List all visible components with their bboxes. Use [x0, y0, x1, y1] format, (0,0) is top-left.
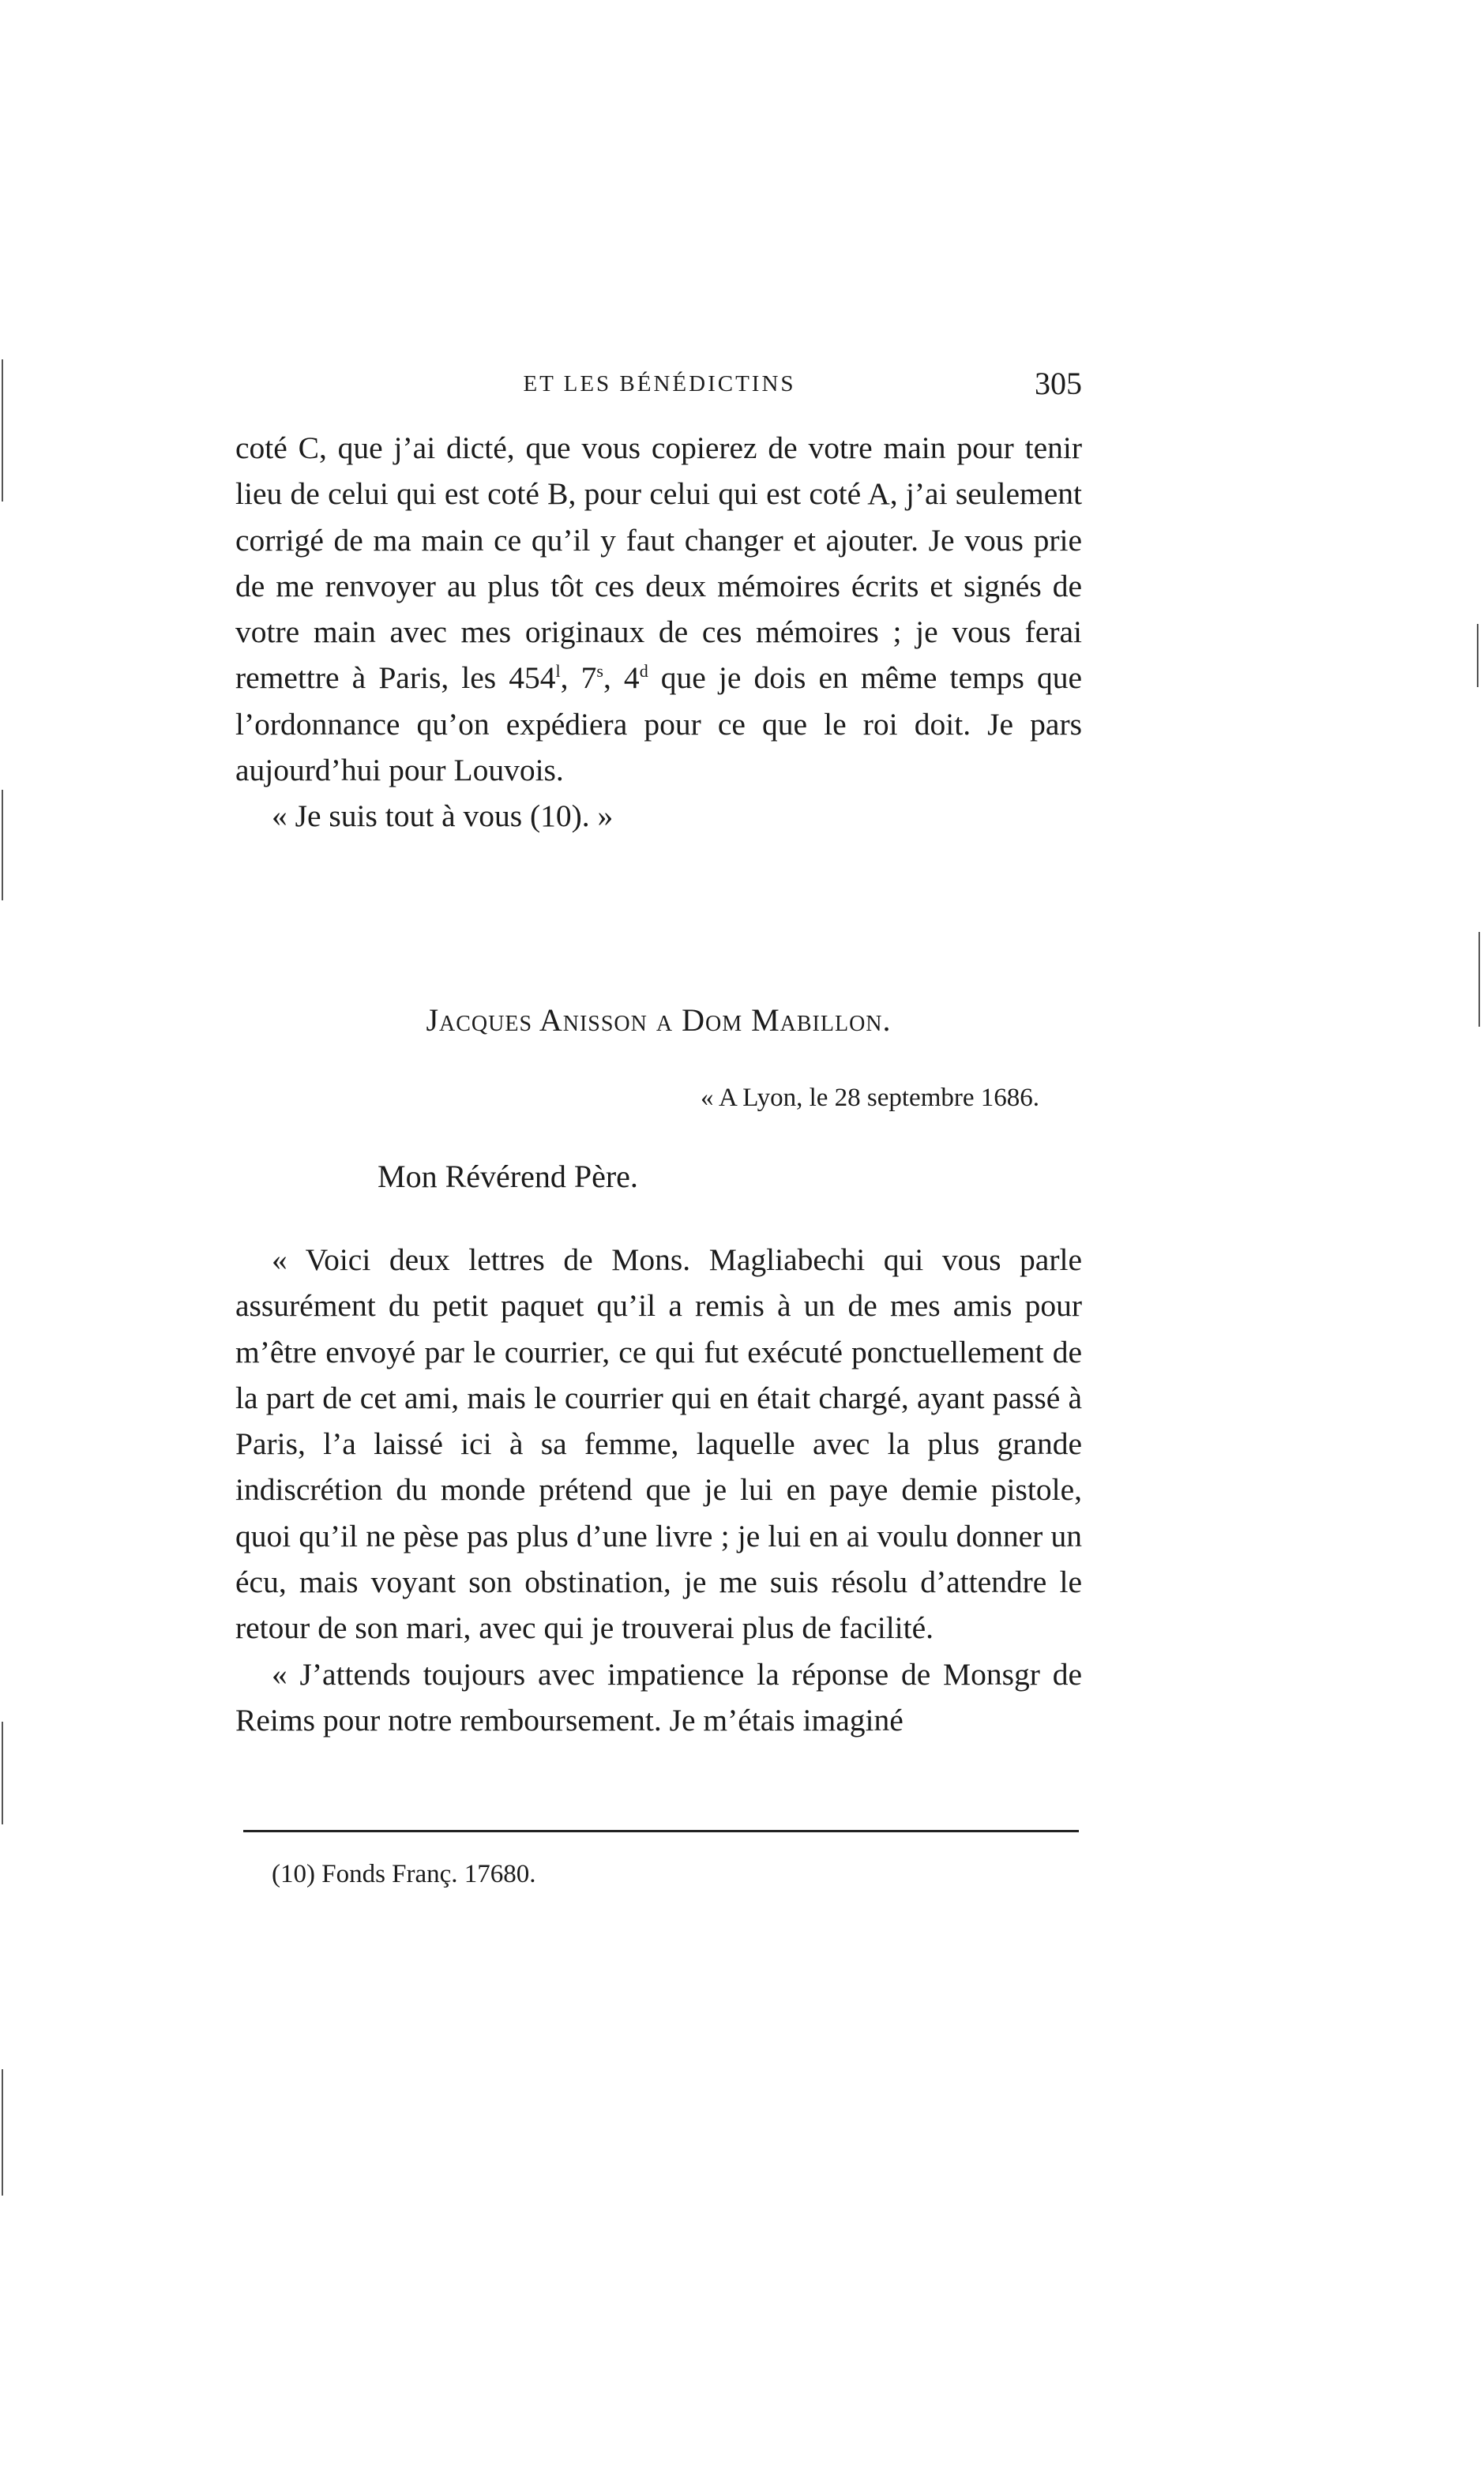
scan-artifact	[2, 359, 3, 502]
letter-continuation	[235, 425, 1082, 840]
scan-artifact	[1477, 624, 1478, 687]
footnote-rule	[243, 1830, 1079, 1832]
running-head	[237, 365, 1082, 404]
salutation: Mon Révérend Père.	[378, 1159, 638, 1194]
running-title: ET LES BÉNÉDICTINS	[523, 371, 796, 396]
page-number: 305	[1035, 366, 1082, 401]
paragraph: « Voici deux lettres de Mons. Magliabechi qui vous parle assurément du petit paquet qu’il a remis à un de mes amis pour m’être envoyé par le courrier, ce qui fut exécuté ponctuellement de la part de cet ami, mais le courrier qui en était chargé, ayant passé à Paris, l’a laissé ici à sa femme, laquelle avec la plus grande indiscrétion du monde prétend que je lui en paye demie pistole, quoi qu’il ne pèse pas plus d’une livre ; je lui en ai voulu donner un écu, mais voyant son obstination, je me suis résolu d’attendre le retour de son mari, avec qui je trouverai plus de facilité.	[235, 1242, 1082, 1646]
paragraph: « J’attends toujours avec impatience la réponse de Monsgr de Reims pour notre remboursement. Je m’étais imaginé	[235, 1656, 1082, 1738]
letter-heading: Jacques Anisson a Dom Mabillon.	[426, 1002, 892, 1038]
scan-artifact	[2, 790, 3, 900]
footnote: (10) Fonds Franç. 17680.	[272, 1860, 536, 1888]
scan-artifact	[2, 1722, 3, 1824]
date-line: « A Lyon, le 28 septembre 1686.	[701, 1084, 1039, 1112]
scan-artifact	[2, 2069, 3, 2196]
paragraph: coté C, que j’ai dicté, que vous copierez de votre main pour tenir lieu de celui qui est coté B, pour celui qui est coté A, j’ai seulement corrigé de ma main ce qu’il y faut changer et ajouter. Je vous prie de me renvoyer au plus tôt ces deux mémoires écrits et signés de votre main avec mes originaux de ces mémoires ; je vous ferai remettre à Paris, les 454$^l$, 7$^s$, 4$^d$ que je dois en même temps que l’ordonnance qu’on expédiera pour ce que le roi doit. Je pars aujourd’hui pour Louvois.	[235, 430, 1082, 788]
letter-body	[235, 1237, 1082, 1743]
scan-artifact	[1478, 932, 1480, 1027]
closing-paragraph: « Je suis tout à vous (10). »	[272, 798, 614, 834]
